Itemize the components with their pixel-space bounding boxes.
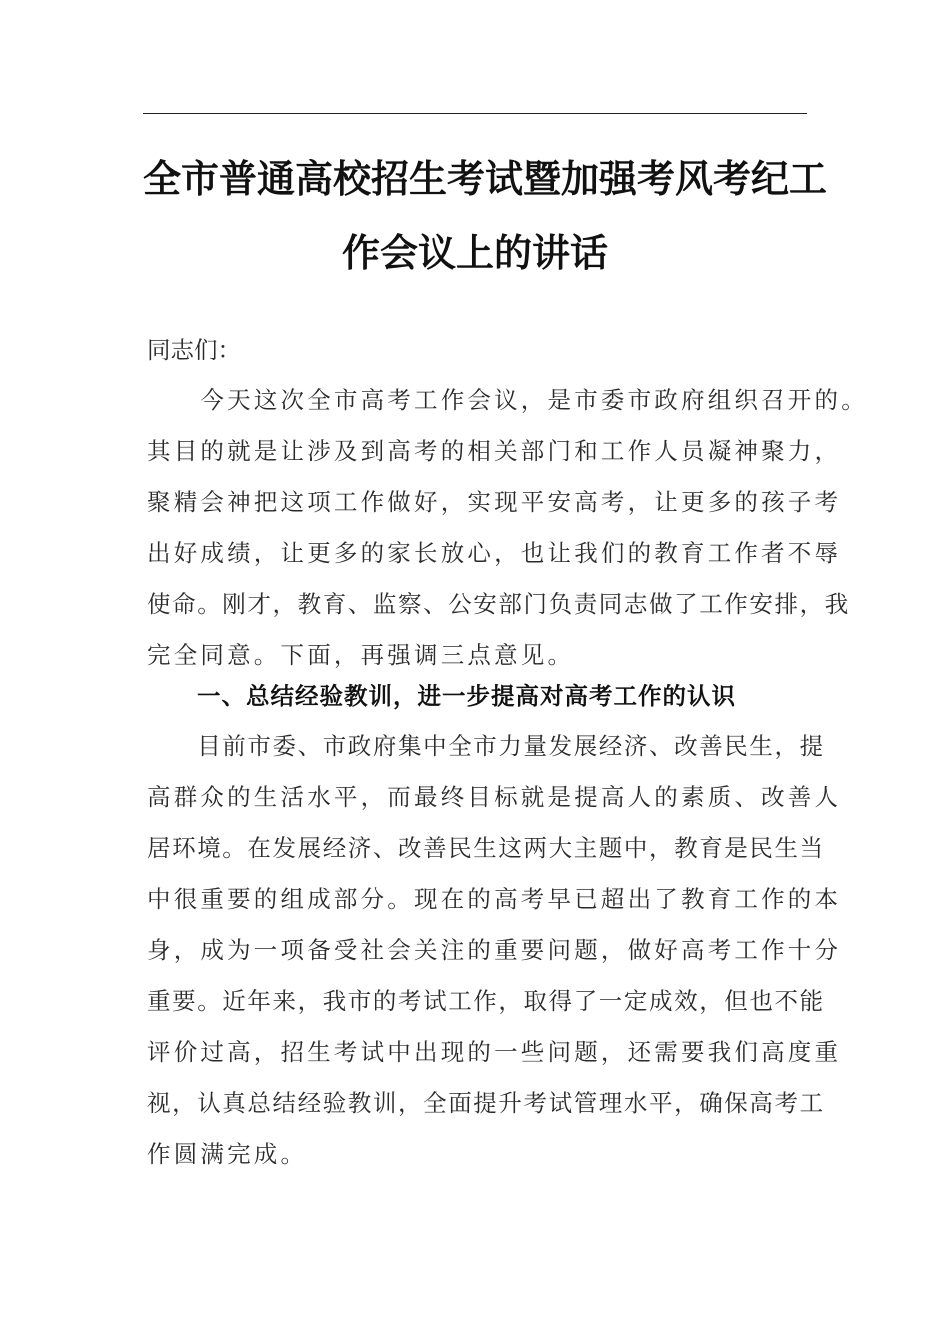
paragraph-line: 高群众的生活水平，而最终目标就是提高人的素质、改善人 — [147, 783, 842, 811]
document-title-line-1: 全市普通高校招生考试暨加强考风考纪工 — [143, 156, 828, 201]
paragraph-line: 完全同意。下面，再强调三点意见。 — [147, 641, 575, 669]
paragraph-line: 身，成为一项备受社会关注的重要问题，做好高考工作十分 — [147, 936, 842, 964]
paragraph-line: 重要。近年来，我市的考试工作，取得了一定成效，但也不能 — [147, 987, 825, 1015]
section-heading-1: 一、总结经验教训，进一步提高对高考工作的认识 — [197, 682, 736, 710]
paragraph-line: 使命。刚才，教育、监察、公安部门负责同志做了工作安排，我 — [147, 590, 850, 618]
paragraph-1 — [147, 375, 868, 681]
paragraph-line: 中很重要的组成部分。现在的高考早已超出了教育工作的本 — [147, 885, 842, 913]
paragraph-line: 其目的就是让涉及到高考的相关部门和工作人员凝神聚力， — [147, 437, 842, 465]
paragraph-line: 评价过高，招生考试中出现的一些问题，还需要我们高度重 — [147, 1038, 842, 1066]
paragraph-line: 目前市委、市政府集中全市力量发展经济、改善民生，提 — [147, 732, 825, 760]
header-rule — [143, 113, 807, 114]
paragraph-line: 今天这次全市高考工作会议，是市委市政府组织召开的。 — [147, 386, 868, 414]
paragraph-line: 出好成绩，让更多的家长放心，也让我们的教育工作者不辱 — [147, 539, 842, 567]
paragraph-2 — [147, 721, 842, 1180]
paragraph-line: 聚精会神把这项工作做好，实现平安高考，让更多的孩子考 — [147, 488, 842, 516]
paragraph-line: 居环境。在发展经济、改善民生这两大主题中，教育是民生当 — [147, 834, 825, 862]
salutation: 同志们： — [147, 336, 241, 364]
document-title-line-2: 作会议上的讲话 — [341, 230, 608, 275]
paragraph-line: 视，认真总结经验教训，全面提升考试管理水平，确保高考工 — [147, 1089, 825, 1117]
paragraph-line: 作圆满完成。 — [147, 1140, 308, 1168]
